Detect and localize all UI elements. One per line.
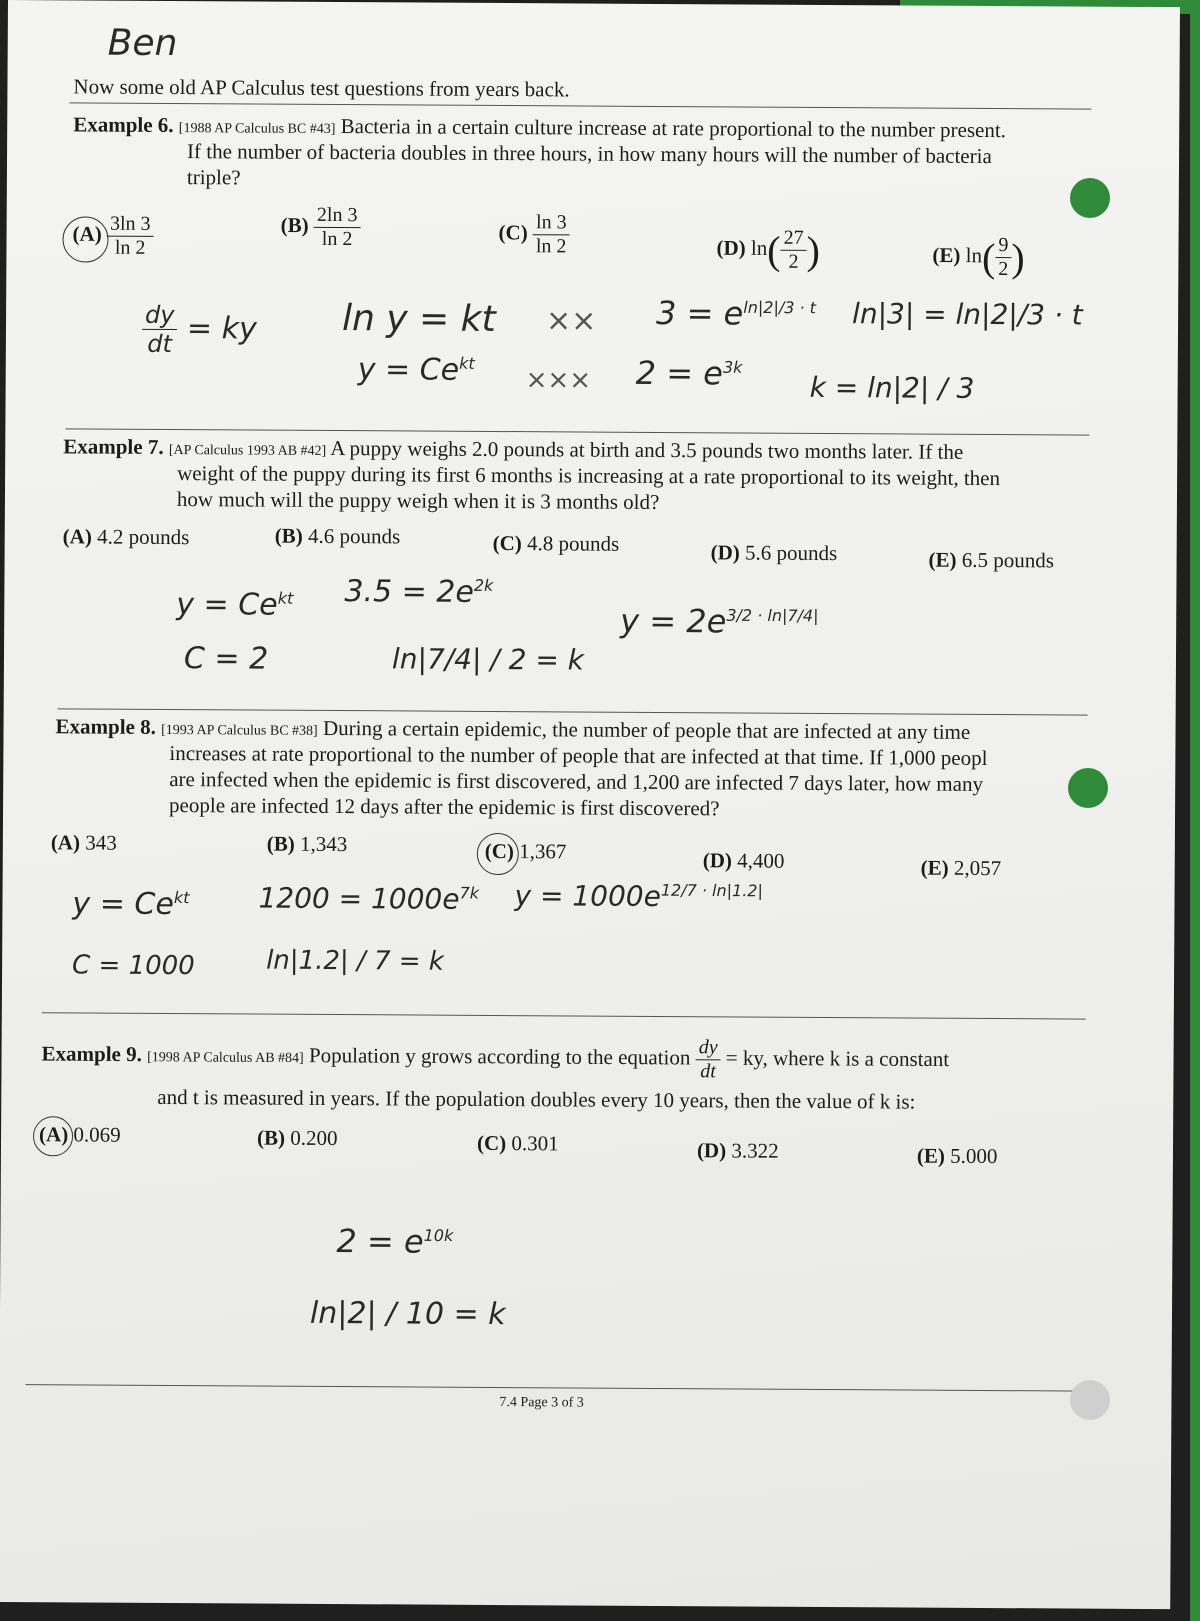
- example-source: [AP Calculus 1993 AB #42]: [168, 442, 327, 459]
- binder-hole: [1070, 178, 1110, 218]
- choice-b: (B) 4.6 pounds: [274, 523, 401, 549]
- choice-a: (A) 0.069: [38, 1122, 121, 1147]
- choice-e: (E) 6.5 pounds: [928, 547, 1055, 573]
- fraction: $\frac{27}{2}$: [780, 227, 806, 274]
- handwritten-work: ln y = kt: [341, 298, 496, 340]
- divider: [42, 1012, 1086, 1019]
- handwritten-work: $y = Ce^{kt}$: [72, 886, 190, 923]
- handwritten-work: ln|3| = ln|2|/3 · t: [851, 297, 1083, 332]
- question-text: triple?: [186, 165, 241, 190]
- handwritten-work: $2 = e^{3k}$: [635, 353, 743, 393]
- handwritten-work: ln|1.2| / 7 = k: [266, 945, 445, 977]
- choice-d: (D) 5.6 pounds: [710, 540, 838, 566]
- example-label: Example 8.: [55, 714, 156, 739]
- page-footer: 7.4 Page 3 of 3: [499, 1395, 584, 1411]
- question-text: people are infected 12 days after the epidemic is first discovered?: [169, 792, 720, 821]
- example-label: Example 9.: [41, 1041, 142, 1067]
- handwritten-scribble: ⨯⨯: [545, 303, 597, 339]
- choice-a: (A) 4.2 pounds: [62, 524, 190, 550]
- choice-b: (B) $\frac{2\ln 3}{\ln 2}$: [280, 204, 360, 251]
- fraction: $\frac{\ln 3}{\ln 2}$: [533, 211, 570, 258]
- handwritten-work: $y = 1000e^{12/7 \cdot ln|1.2|}$: [514, 879, 763, 914]
- handwritten-work: $3 = e^{ln|2|/3 \cdot t}$: [655, 293, 817, 333]
- choice-a: (A) $\frac{3\ln 3}{\ln 2}$: [72, 212, 153, 259]
- divider: [69, 102, 1091, 109]
- question-text: A puppy weighs 2.0 pounds at birth and 3.5 pounds two months later. If the: [330, 435, 964, 464]
- choice-c: (C) 1,367: [484, 838, 567, 864]
- question-text: how much will the puppy weigh when it is 3 months old?: [176, 487, 660, 514]
- question-text: If the number of bacteria doubles in three hours, in how many hours will the number of bacteria: [187, 139, 992, 169]
- question-text: are infected when the epidemic is first discovered, and 1,200 are infected 7 days later, how many: [169, 766, 984, 796]
- choice-c: (C) 0.301: [476, 1130, 559, 1156]
- handwritten-work: $3.5 = 2e^{2k}$: [344, 574, 494, 610]
- choice-d: (D) 4,400: [702, 848, 785, 873]
- fraction: $\frac{2\ln 3}{\ln 2}$: [314, 204, 361, 251]
- handwritten-work: k = ln|2| / 3: [809, 370, 975, 405]
- question-text: Bacteria in a certain culture increase at rate proportional to the number present.: [340, 114, 1007, 143]
- fraction: $\frac{3\ln 3}{\ln 2}$: [107, 213, 154, 260]
- choice-d: (D) 3.322: [696, 1138, 779, 1163]
- divider: [26, 1384, 1084, 1391]
- intro-text: Now some old AP Calculus test questions from years back.: [73, 74, 570, 102]
- choice-c: (C) 4.8 pounds: [492, 530, 620, 556]
- choice-b: (B) 1,343: [266, 831, 348, 857]
- handwritten-work: $y = Ce^{kt}$: [176, 587, 294, 623]
- handwritten-work: $y = 2e^{3/2 \cdot ln|7/4|}$: [620, 601, 819, 641]
- example-source: [1988 AP Calculus BC #43]: [178, 121, 336, 138]
- handwritten-scribble: ⨯⨯⨯: [525, 365, 592, 396]
- question-text: increases at rate proportional to the number of people that are infected at that time. If 1,000 peopl: [169, 741, 988, 770]
- fraction: $\frac{9}{2}$: [995, 234, 1011, 281]
- choice-a: (A) 343: [50, 830, 117, 855]
- choice-b: (B) 0.200: [256, 1125, 338, 1151]
- choice-d: (D) ln( $\frac{27}{2}$ ): [716, 226, 821, 273]
- derivative-fraction: $\frac{dy}{dt}$: [696, 1036, 721, 1083]
- handwritten-work: $2 = e^{10k}$: [336, 1222, 454, 1261]
- example-source: [1998 AP Calculus AB #84]: [147, 1050, 304, 1067]
- example-label: Example 7.: [63, 434, 164, 459]
- choice-c: (C) $\frac{\ln 3}{\ln 2}$: [498, 211, 569, 258]
- choice-e: (E) 5.000: [916, 1143, 998, 1169]
- handwritten-work: C = 1000: [72, 950, 195, 982]
- example-source: [1993 AP Calculus BC #38]: [161, 722, 318, 739]
- student-name: Ben: [107, 22, 178, 65]
- binder-hole: [1068, 768, 1108, 808]
- handwritten-work: $1200 = 1000e^{7k}$: [258, 881, 480, 916]
- question-text: Population y grows according to the equation: [308, 1043, 691, 1070]
- choice-e: (E) ln( $\frac{9}{2}$ ): [932, 234, 1025, 281]
- example-label: Example 6.: [73, 112, 174, 138]
- binder-edge-right: [1190, 0, 1200, 1621]
- question-text: During a certain epidemic, the number of people that are infected at any time: [322, 715, 971, 744]
- question-text: = ky, where k is a constant: [725, 1045, 950, 1072]
- question-text: and t is measured in years. If the population doubles every 10 years, then the value of k is:: [157, 1084, 916, 1114]
- choice-e: (E) 2,057: [920, 855, 1002, 881]
- binder-hole: [1070, 1380, 1110, 1420]
- handwritten-work: $\frac{dy}{dt}$ = ky: [142, 301, 257, 359]
- handwritten-work: ln|2| / 10 = k: [309, 1295, 506, 1333]
- handwritten-work: ln|7/4| / 2 = k: [391, 642, 585, 677]
- handwritten-work: $y = Ce^{kt}$: [357, 352, 475, 388]
- handwritten-work: C = 2: [183, 641, 269, 677]
- question-text: weight of the puppy during its first 6 months is increasing at a rate proportional to its weight, then: [177, 461, 1001, 491]
